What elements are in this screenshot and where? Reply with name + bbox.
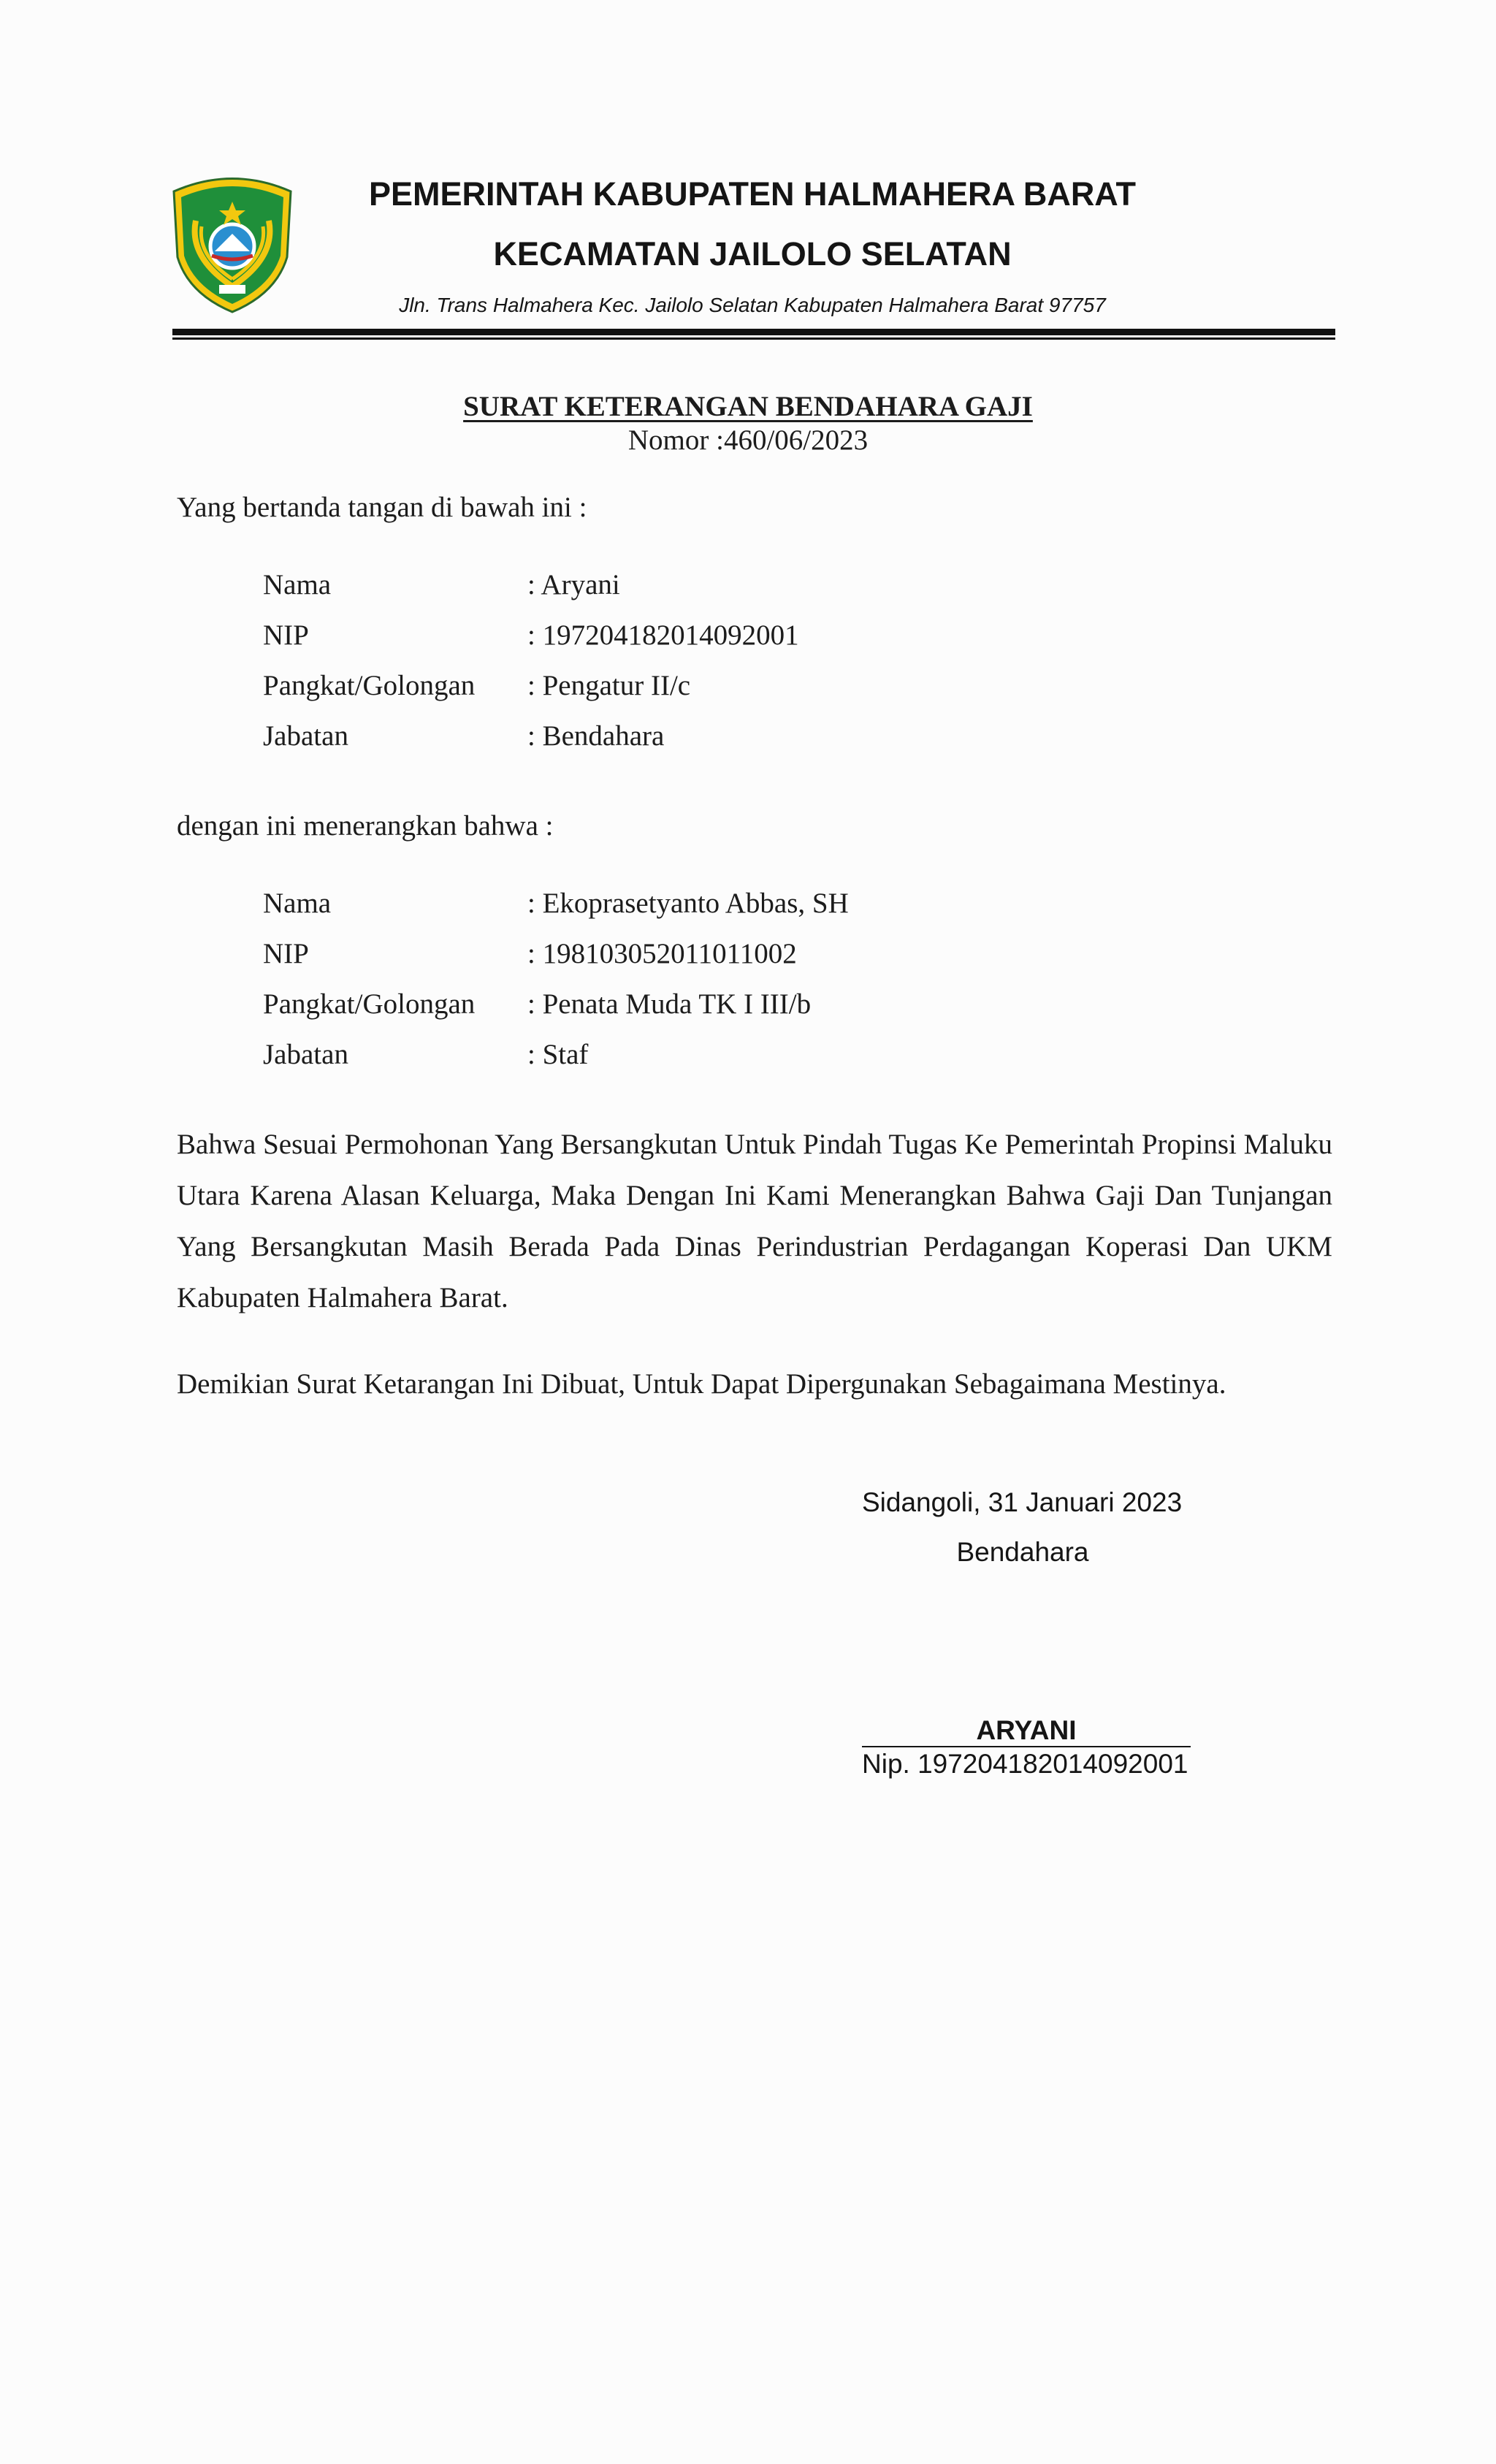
intro-text: Yang bertanda tangan di bawah ini : xyxy=(177,492,587,523)
letter-title: SURAT KETERANGAN BENDAHARA GAJI xyxy=(463,391,1033,422)
signature-place-date: Sidangoli, 31 Januari 2023 xyxy=(862,1487,1183,1517)
field-value: : 198103052011011002 xyxy=(527,938,797,969)
statement-intro-text: dengan ini menerangkan bahwa : xyxy=(177,810,554,842)
field-value: : Pengatur II/c xyxy=(527,670,691,701)
field-label: Jabatan xyxy=(263,1039,348,1070)
field-label: Pangkat/Golongan xyxy=(263,670,476,701)
subject-row-name xyxy=(263,887,1286,923)
letterhead-government: PEMERINTAH KABUPATEN HALMAHERA BARAT xyxy=(369,175,1136,213)
field-label: Jabatan xyxy=(263,720,348,752)
signer-row-rank xyxy=(263,669,1286,706)
field-label: NIP xyxy=(263,938,309,969)
field-label: Nama xyxy=(263,569,332,600)
field-label: Nama xyxy=(263,888,332,919)
subject-row-nip xyxy=(263,937,1286,974)
field-value: : Penata Muda TK I III/b xyxy=(527,988,812,1020)
signature-name: ARYANI xyxy=(976,1715,1077,1745)
regency-emblem-logo xyxy=(167,169,298,316)
subject-row-position xyxy=(263,1038,1286,1075)
signer-row-name xyxy=(263,568,1286,605)
field-label: Pangkat/Golongan xyxy=(263,988,476,1020)
closing-sentence: Demikian Surat Ketarangan Ini Dibuat, Untuk Dapat Dipergunakan Sebagaimana Mestinya. xyxy=(177,1368,1226,1400)
field-label: NIP xyxy=(263,619,309,651)
field-value: : Ekoprasetyanto Abbas, SH xyxy=(527,888,849,919)
signer-row-position xyxy=(263,720,1286,756)
field-value: : Aryani xyxy=(527,569,620,600)
signer-row-nip xyxy=(263,619,1286,655)
letterhead-divider-thin xyxy=(172,337,1335,340)
field-value: : Staf xyxy=(527,1039,589,1070)
signature-nip: Nip. 197204182014092001 xyxy=(862,1749,1188,1779)
signature-role: Bendahara xyxy=(956,1537,1089,1567)
field-value: : Bendahara xyxy=(527,720,665,752)
subject-row-rank xyxy=(263,988,1286,1024)
letterhead-district: KECAMATAN JAILOLO SELATAN xyxy=(493,235,1012,272)
letterhead-address: Jln. Trans Halmahera Kec. Jailolo Selatan Kabupaten Halmahera Barat 97757 xyxy=(399,294,1106,316)
letter-body-paragraph: Bahwa Sesuai Permohonan Yang Bersangkutan Untuk Pindah Tugas Ke Pemerintah Propinsi Maluku Utara Karena Alasan Keluarga, Maka Dengan Ini Kami Menerangkan Bahwa Gaji Dan Tunjangan Yang Bersangkutan Masih Berada Pada Dinas Perindustrian Perdagangan Koperasi Dan UKM Kabupaten Halmahera Barat. xyxy=(177,1129,1332,1313)
signature-underline xyxy=(862,1746,1191,1747)
field-value: : 197204182014092001 xyxy=(527,619,799,651)
letterhead-divider-thick xyxy=(172,329,1335,335)
letter-number: Nomor :460/06/2023 xyxy=(627,424,869,456)
